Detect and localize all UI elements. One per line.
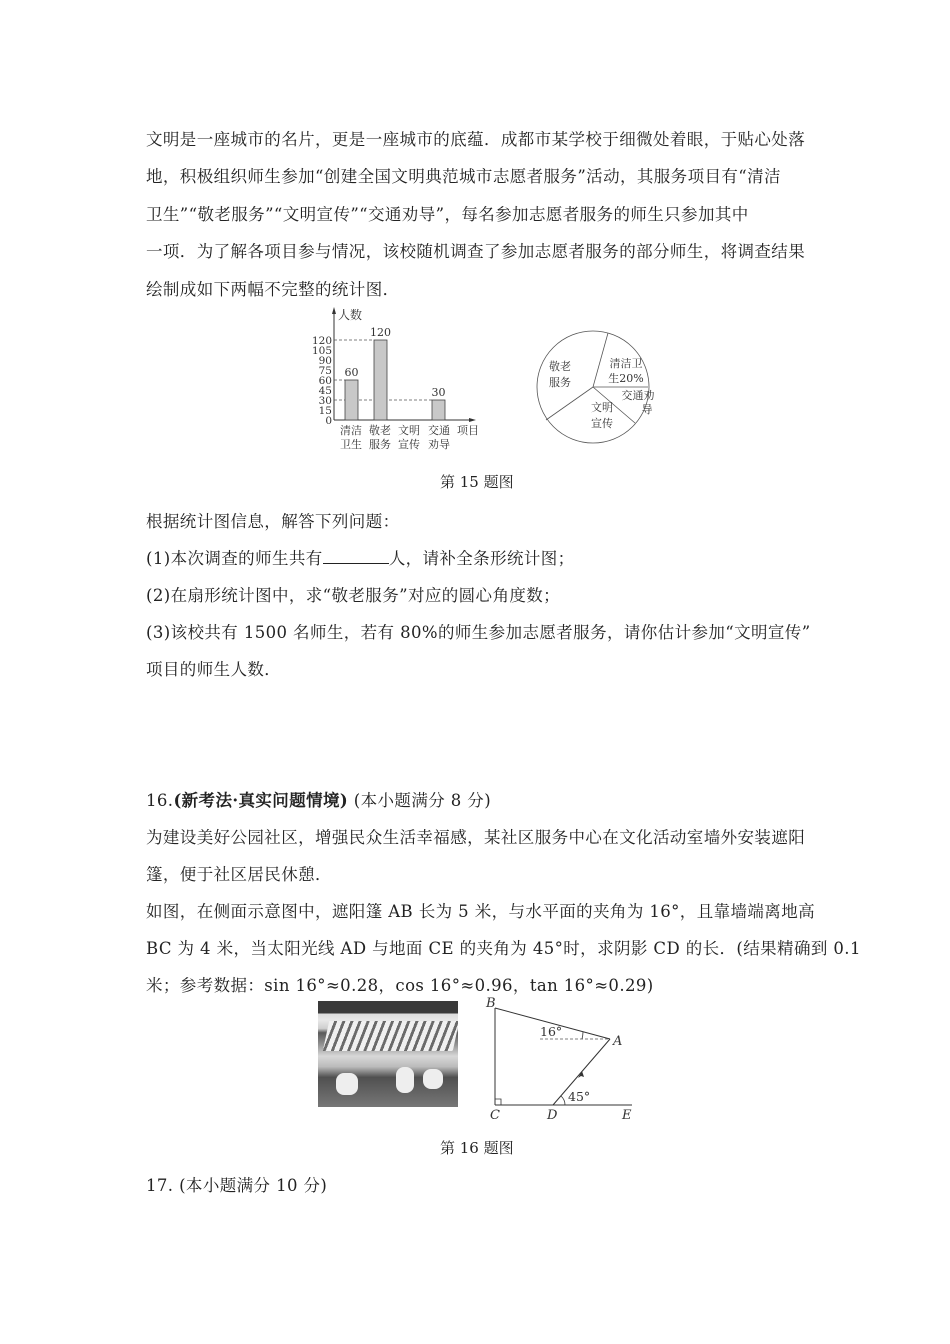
svg-text:120: 120	[370, 326, 391, 339]
intro-line: 绘制成如下两幅不完整的统计图．	[146, 280, 400, 299]
svg-text:60: 60	[318, 375, 332, 387]
right-angle-mark	[495, 1099, 501, 1105]
problem16-text: 为建设美好公园社区，增强民众生活幸福感，某社区服务中心在文化活动室墙外安装遮阳	[146, 828, 806, 847]
svg-text:45: 45	[318, 385, 332, 397]
bar-chart	[300, 305, 500, 455]
svg-text:90: 90	[318, 355, 332, 367]
svg-text:卫生: 卫生	[340, 438, 362, 451]
svg-text:30: 30	[318, 395, 332, 407]
slice-label-qingjie: 清洁卫	[609, 357, 643, 370]
point-E: E	[622, 1108, 632, 1123]
problem16-text: 篷，便于社区居民休憩．	[146, 865, 332, 884]
intro-line: 地，积极组织师生参加“创建全国文明典范城市志愿者服务”活动，其服务项目有“清洁	[146, 167, 781, 186]
bar-jiaotong	[432, 400, 445, 420]
svg-text:75: 75	[318, 365, 332, 377]
bar-qingjie	[345, 380, 358, 420]
intro-line: 文明是一座城市的名片，更是一座城市的底蕴．成都市某学校于细微处着眼，于贴心处落	[146, 130, 806, 149]
intro-line: 一项．为了解各项目参与情况，该校随机调查了参加志愿者服务的部分师生，将调查结果	[146, 242, 806, 261]
slice-label-jinglao: 敬老	[549, 360, 571, 373]
problem16-body: 米；参考数据：sin 16°≈0.28，cos 16°≈0.96，tan 16°≈0.29)	[146, 976, 654, 995]
question-2: (2)在扇形统计图中，求“敬老服务”对应的圆心角度数；	[146, 586, 561, 605]
svg-text:30: 30	[431, 386, 446, 399]
problem17-header: 17. (本小题满分 10 分)	[146, 1176, 328, 1195]
svg-text:15: 15	[318, 405, 332, 417]
question-3-cont: 项目的师生人数．	[146, 660, 282, 679]
svg-text:服务: 服务	[369, 438, 391, 451]
svg-text:120: 120	[311, 335, 332, 347]
problem16-body: BC 为 4 米，当太阳光线 AD 与地面 CE 的夹角为 45°时，求阴影 CD 的长．(结果精确到 0.1	[146, 939, 861, 958]
svg-text:60: 60	[344, 366, 359, 379]
question-3: (3)该校共有 1500 名师生，若有 80%的师生参加志愿者服务，请你估计参加“文明宣传”	[146, 623, 811, 642]
problem16-header: 16.(新考法·真实问题情境) (本小题满分 8 分)	[146, 791, 492, 810]
point-A: A	[613, 1034, 623, 1049]
point-B: B	[486, 996, 496, 1011]
slice-label-wenming: 文明	[591, 401, 613, 414]
svg-text:项目: 项目	[457, 424, 479, 437]
y-ticks	[312, 335, 332, 427]
svg-text:生20%: 生20%	[608, 372, 644, 385]
svg-text:文明: 文明	[398, 424, 420, 437]
svg-text:敬老: 敬老	[369, 424, 391, 437]
y-axis-arrow-icon	[332, 307, 336, 314]
question-1: (1)本次调查的师生共有 人，请补全条形统计图；	[146, 549, 575, 568]
x-categories	[340, 423, 479, 451]
problem16-body: 如图，在侧面示意图中，遮阳篷 AB 长为 5 米，与水平面的夹角为 16°，且靠墙端离地高	[146, 902, 816, 921]
svg-text:交通: 交通	[428, 424, 450, 437]
geometry-diagram	[482, 995, 652, 1125]
svg-text:105: 105	[311, 345, 332, 357]
point-C: C	[490, 1108, 500, 1123]
x-axis-arrow-icon	[469, 418, 476, 422]
awning-photo	[318, 1001, 458, 1107]
svg-text:劝导: 劝导	[428, 438, 450, 451]
angle-16: 16°	[540, 1024, 563, 1039]
slice-label-jiaotong: 交通劝	[621, 389, 655, 402]
svg-text:导: 导	[641, 403, 653, 416]
answer-blank[interactable]	[323, 549, 389, 564]
y-axis-label: 人数	[338, 308, 363, 322]
questions-intro: 根据统计图信息，解答下列问题：	[146, 512, 400, 531]
angle-45: 45°	[568, 1089, 591, 1104]
svg-text:宣传: 宣传	[591, 417, 613, 430]
svg-text:服务: 服务	[549, 376, 571, 389]
svg-text:宣传: 宣传	[398, 438, 420, 451]
svg-text:0: 0	[325, 415, 332, 427]
pie-chart	[520, 325, 680, 450]
svg-text:清洁: 清洁	[340, 424, 362, 437]
bar-jinglao	[374, 340, 387, 420]
intro-line: 卫生”“敬老服务”“文明宣传”“交通劝导”，每名参加志愿者服务的师生只参加其中	[146, 205, 749, 224]
figure15-caption: 第 15 题图	[440, 473, 514, 491]
point-D: D	[547, 1108, 558, 1123]
figure16-caption: 第 16 题图	[440, 1139, 514, 1157]
